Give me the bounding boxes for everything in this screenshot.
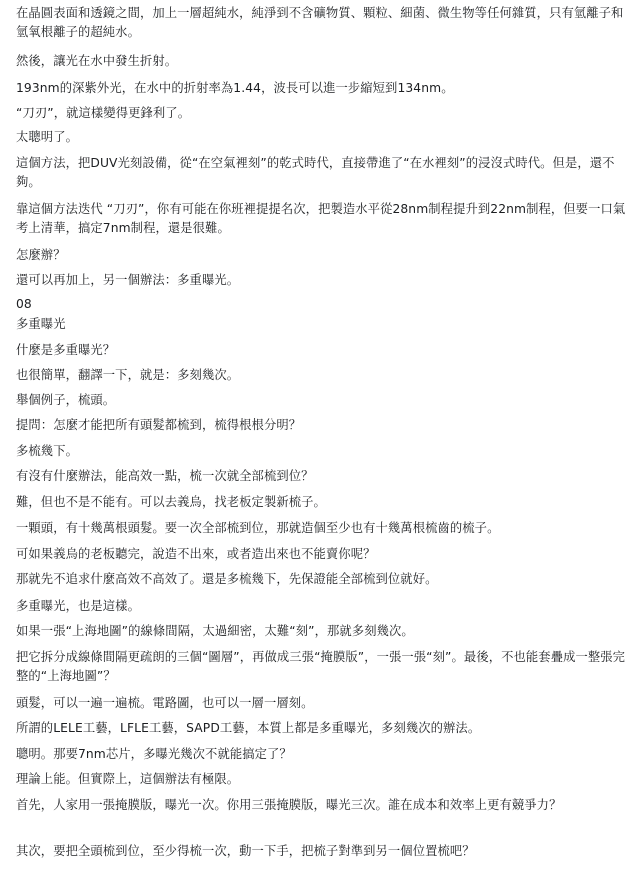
paragraph-example-combing: 舉個例子，梳頭。 <box>16 393 116 407</box>
paragraph-iteration-limit: 靠這個方法迭代 “刀刃”，你有可能在你班裡提提名次，把製造水平從28nm制程提升到22nm制程，但要一口氣考上清華，搞定7nm制程，還是很難。 <box>16 202 626 235</box>
paragraph-what-is-multi-exposure: 什麼是多重曝光？ <box>16 343 116 357</box>
paragraph-another-method: 還可以再加上，另一個辦法：多重曝光。 <box>16 273 240 287</box>
paragraph-immersion-era: 這個方法，把DUV光刻設備，從“在空氣裡刻”的乾式時代，直接帶進了“在水裡刻”的浸沒式時代。但是，還不夠。 <box>16 156 615 189</box>
paragraph-what-to-do: 怎麼辦？ <box>16 248 66 262</box>
paragraph-so-smart: 太聰明了。 <box>16 130 78 144</box>
paragraph-cannot-make: 可如果義烏的老板聽完，說造不出來，或者造出來也不能賣你呢？ <box>16 547 376 561</box>
paragraph-efficient-way: 有沒有什麼辦法，能高效一點，梳一次就全部梳到位？ <box>16 469 314 483</box>
paragraph-yiwu-comb: 難，但也不是不能有。可以去義烏，找老板定製新梳子。 <box>16 495 326 509</box>
paragraph-same-for-exposure: 多重曝光，也是這樣。 <box>16 599 140 613</box>
paragraph-cost-efficiency: 首先，人家用一張掩膜版，曝光一次。你用三張掩膜版，曝光三次。誰在成本和效率上更有競爭力？ <box>16 798 562 812</box>
section-title: 多重曝光 <box>16 317 66 331</box>
paragraph-limit: 理論上能。但實際上，這個辦法有極限。 <box>16 772 240 786</box>
paragraph-7nm-question: 聰明。那要7nm芯片，多曝光幾次不就能搞定了？ <box>16 747 292 761</box>
paragraph-question: 提問：怎麼才能把所有頭髮都梳到，梳得根根分明？ <box>16 418 302 432</box>
paragraph-layer-by-layer: 頭髮，可以一遍一遍梳。電路圖，也可以一層一層刻。 <box>16 696 314 710</box>
paragraph-refraction: 然後，讓光在水中發生折射。 <box>16 54 178 68</box>
paragraph-ultrapure-water: 在晶圓表面和透鏡之間，加上一層超純水，純淨到不含礦物質、顆粒、細菌、微生物等任何雜質，只有氫離子和氫氧根離子的超純水。 <box>16 6 624 39</box>
paragraph-split-layers: 把它拆分成線條間隔更疏朗的三個“圖層”，再做成三張“掩膜版”，一張一張“刻”。最後，不也能套疊成一整張完整的“上海地圖”？ <box>16 650 626 683</box>
section-number: 08 <box>16 297 32 311</box>
paragraph-simple-translation: 也很簡單，翻譯一下，就是：多刻幾次。 <box>16 368 240 382</box>
paragraph-sharper-blade: “刀刃”，就這樣變得更鋒利了。 <box>16 106 191 120</box>
paragraph-comb-more: 多梳幾下。 <box>16 444 78 458</box>
paragraph-shanghai-map: 如果一張“上海地圖”的線條間隔，太過細密，太難“刻”，那就多刻幾次。 <box>16 624 414 638</box>
paragraph-wavelength: 193nm的深紫外光，在水中的折射率為1.44，波長可以進一步縮短到134nm。 <box>16 81 454 95</box>
paragraph-hundred-thousand-hairs: 一顆頭，有十幾萬根頭髮。要一次全部梳到位，那就造個至少也有十幾萬根梳齒的梳子。 <box>16 521 500 535</box>
paragraph-processes: 所謂的LELE工藝，LFLE工藝，SAPD工藝，本質上都是多重曝光，多刻幾次的辦法。 <box>16 721 481 735</box>
paragraph-comb-again: 那就先不追求什麼高效不高效了。還是多梳幾下，先保證能全部梳到位就好。 <box>16 572 438 586</box>
paragraph-alignment: 其次，要把全頭梳到位，至少得梳一次，動一下手，把梳子對準到另一個位置梳吧？ <box>16 844 475 858</box>
